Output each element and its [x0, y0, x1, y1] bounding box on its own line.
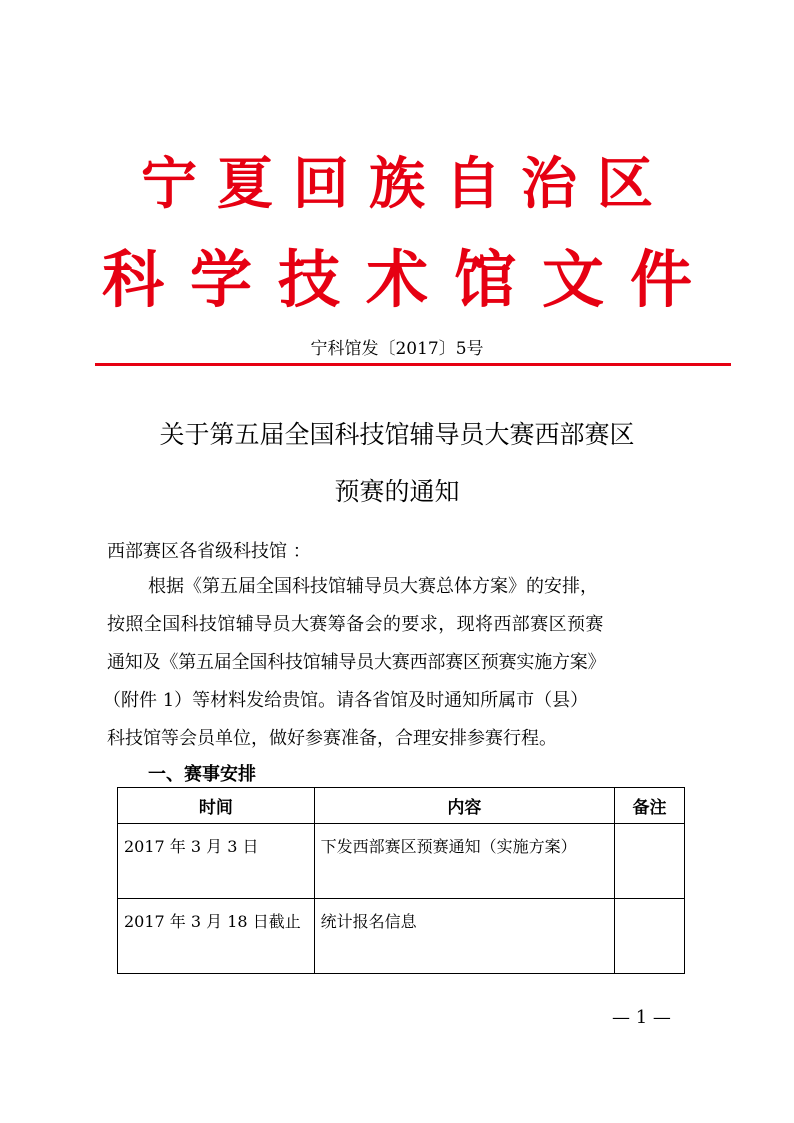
table-cell-content [314, 824, 614, 899]
paragraph-line: 通知及《第五届全国科技馆辅导员大赛西部赛区预赛实施方案》 [107, 652, 606, 673]
notice-title-line-1: 关于第五届全国科技馆辅导员大赛西部赛区 [159, 420, 635, 449]
table-cell-content [314, 899, 614, 974]
column-header-time: 时间 [118, 788, 315, 824]
page-number: — 1 — [612, 1007, 671, 1028]
table-cell-time [118, 824, 315, 899]
table-header-row [118, 788, 685, 824]
column-header-content: 内容 [314, 788, 614, 824]
table-cell-time [118, 899, 315, 974]
content-text: 统计报名信息 [320, 912, 417, 931]
table-row [118, 899, 685, 974]
paragraph-line: 根据《第五届全国科技馆辅导员大赛总体方案》的安排， [148, 576, 598, 597]
document-number: 宁科馆发〔2017〕5号 [310, 339, 484, 359]
schedule-table [117, 787, 685, 974]
letterhead-issuer-line: 宁夏回族自治区 [141, 152, 673, 217]
table-cell-note [615, 824, 685, 899]
table-cell-note [615, 899, 685, 974]
table-row [118, 824, 685, 899]
time-text: 2017 年 3 月 3 日 [124, 837, 259, 856]
notice-title-line-2: 预赛的通知 [334, 477, 460, 506]
paragraph-line: 按照全国科技馆辅导员大赛筹备会的要求，现将西部赛区预赛 [107, 614, 604, 635]
letterhead-document-line: 科学技术馆文件 [101, 243, 718, 316]
paragraph-line: 科技馆等会员单位，做好参赛准备，合理安排参赛行程。 [107, 728, 557, 749]
content-text: 下发西部赛区预赛通知（实施方案） [320, 837, 577, 856]
paragraph-line: （附件 1）等材料发给贵馆。请各省馆及时通知所属市（县） [103, 690, 589, 711]
column-header-note: 备注 [615, 788, 685, 824]
section-heading: 一、赛事安排 [148, 764, 256, 785]
time-text: 2017 年 3 月 18 日截止 [124, 912, 301, 931]
salutation: 西部赛区各省级科技馆 ： [107, 541, 311, 562]
red-divider-line [95, 363, 731, 366]
